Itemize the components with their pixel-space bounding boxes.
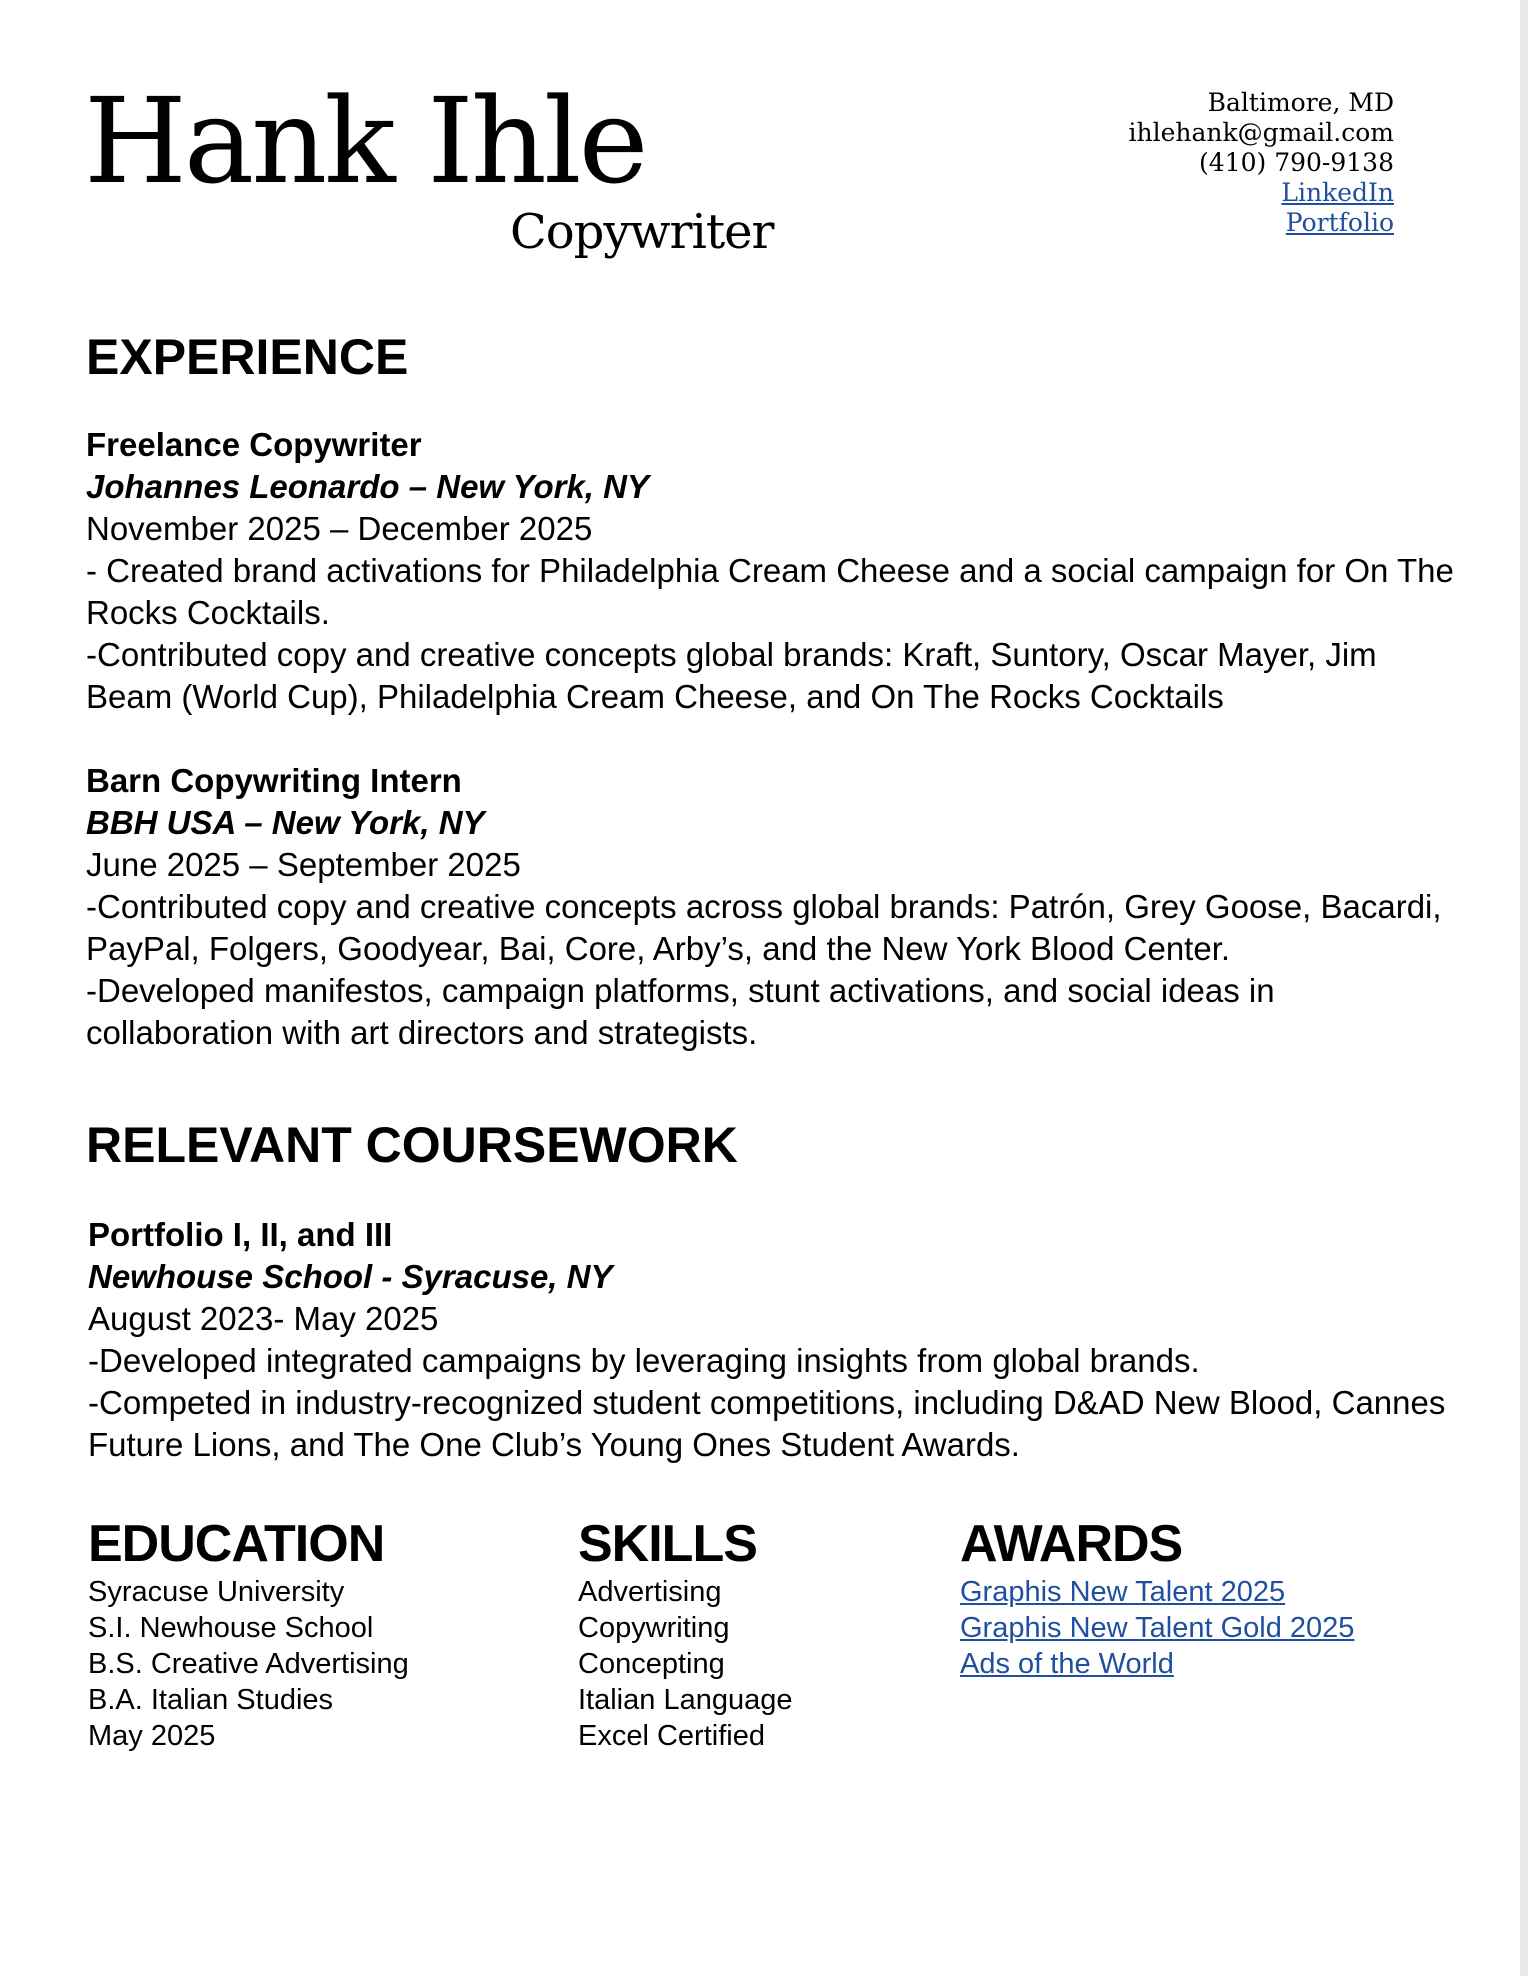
course-title: Portfolio I, II, and III: [88, 1216, 393, 1253]
experience-heading: EXPERIENCE: [86, 329, 409, 385]
job-title: Freelance Copywriter: [86, 426, 422, 463]
education-heading: EDUCATION: [88, 1515, 385, 1573]
skill-item: Concepting: [578, 1648, 725, 1680]
education-item: B.S. Creative Advertising: [88, 1648, 409, 1680]
job-org: Johannes Leonardo – New York, NY: [86, 468, 649, 505]
award-link[interactable]: Graphis New Talent 2025: [960, 1576, 1286, 1608]
contact-block: [1129, 88, 1394, 238]
course-dates: August 2023- May 2025: [88, 1300, 439, 1337]
job-title: Barn Copywriting Intern: [86, 762, 462, 799]
contact-location: Baltimore, MD: [1207, 88, 1394, 117]
experience-job: [86, 760, 1456, 1054]
education-item: S.I. Newhouse School: [88, 1612, 374, 1644]
candidate-role: Copywriter: [510, 204, 774, 260]
skills-column: [578, 1515, 793, 1754]
education-item: Syracuse University: [88, 1576, 345, 1608]
skills-heading: SKILLS: [578, 1515, 757, 1573]
coursework-block: [88, 1214, 1458, 1466]
award-link[interactable]: Ads of the World: [960, 1648, 1174, 1680]
skill-item: Excel Certified: [578, 1720, 765, 1752]
education-item: May 2025: [88, 1720, 216, 1752]
candidate-name: Hank Ihle: [84, 72, 646, 210]
skill-item: Italian Language: [578, 1684, 793, 1716]
job-bullet: - Created brand activations for Philadelphia Cream Cheese and a social campaign for On The Rocks Cocktails.: [86, 552, 1463, 631]
page-edge: [1520, 0, 1528, 1976]
job-dates: June 2025 – September 2025: [86, 846, 521, 883]
experience-job: [86, 424, 1463, 718]
job-bullet: -Developed manifestos, campaign platforms, stunt activations, and social ideas in collaboration with art directors and strategists.: [86, 972, 1284, 1051]
skill-item: Advertising: [578, 1576, 722, 1608]
awards-heading: AWARDS: [960, 1515, 1183, 1573]
awards-column: [960, 1515, 1355, 1682]
job-org: BBH USA – New York, NY: [86, 804, 485, 841]
job-bullet: -Contributed copy and creative concepts global brands: Kraft, Suntory, Oscar Mayer, Jim Beam (World Cup), Philadelphia Cream Cheese, and On The Rocks Cocktails: [86, 636, 1386, 715]
course-bullet: -Developed integrated campaigns by leveraging insights from global brands.: [88, 1342, 1200, 1379]
linkedin-link[interactable]: LinkedIn: [1281, 178, 1394, 207]
contact-email: ihlehank@gmail.com: [1128, 118, 1394, 147]
job-dates: November 2025 – December 2025: [86, 510, 593, 547]
award-link[interactable]: Graphis New Talent Gold 2025: [960, 1612, 1355, 1644]
course-bullet: -Competed in industry-recognized student competitions, including D&AD New Blood, Cannes Future Lions, and The One Club’s Young Ones Student Awards.: [88, 1384, 1455, 1463]
skill-item: Copywriting: [578, 1612, 730, 1644]
contact-phone: (410) 790-9138: [1199, 148, 1394, 177]
course-org: Newhouse School - Syracuse, NY: [88, 1258, 613, 1295]
education-item: B.A. Italian Studies: [88, 1684, 334, 1716]
portfolio-link[interactable]: Portfolio: [1285, 208, 1394, 237]
education-column: [88, 1515, 409, 1754]
coursework-heading: RELEVANT COURSEWORK: [86, 1117, 738, 1173]
job-bullet: -Contributed copy and creative concepts across global brands: Patrón, Grey Goose, Bacardi, PayPal, Folgers, Goodyear, Bai, Core, Arby’s, and the New York Blood Center.: [86, 888, 1451, 967]
